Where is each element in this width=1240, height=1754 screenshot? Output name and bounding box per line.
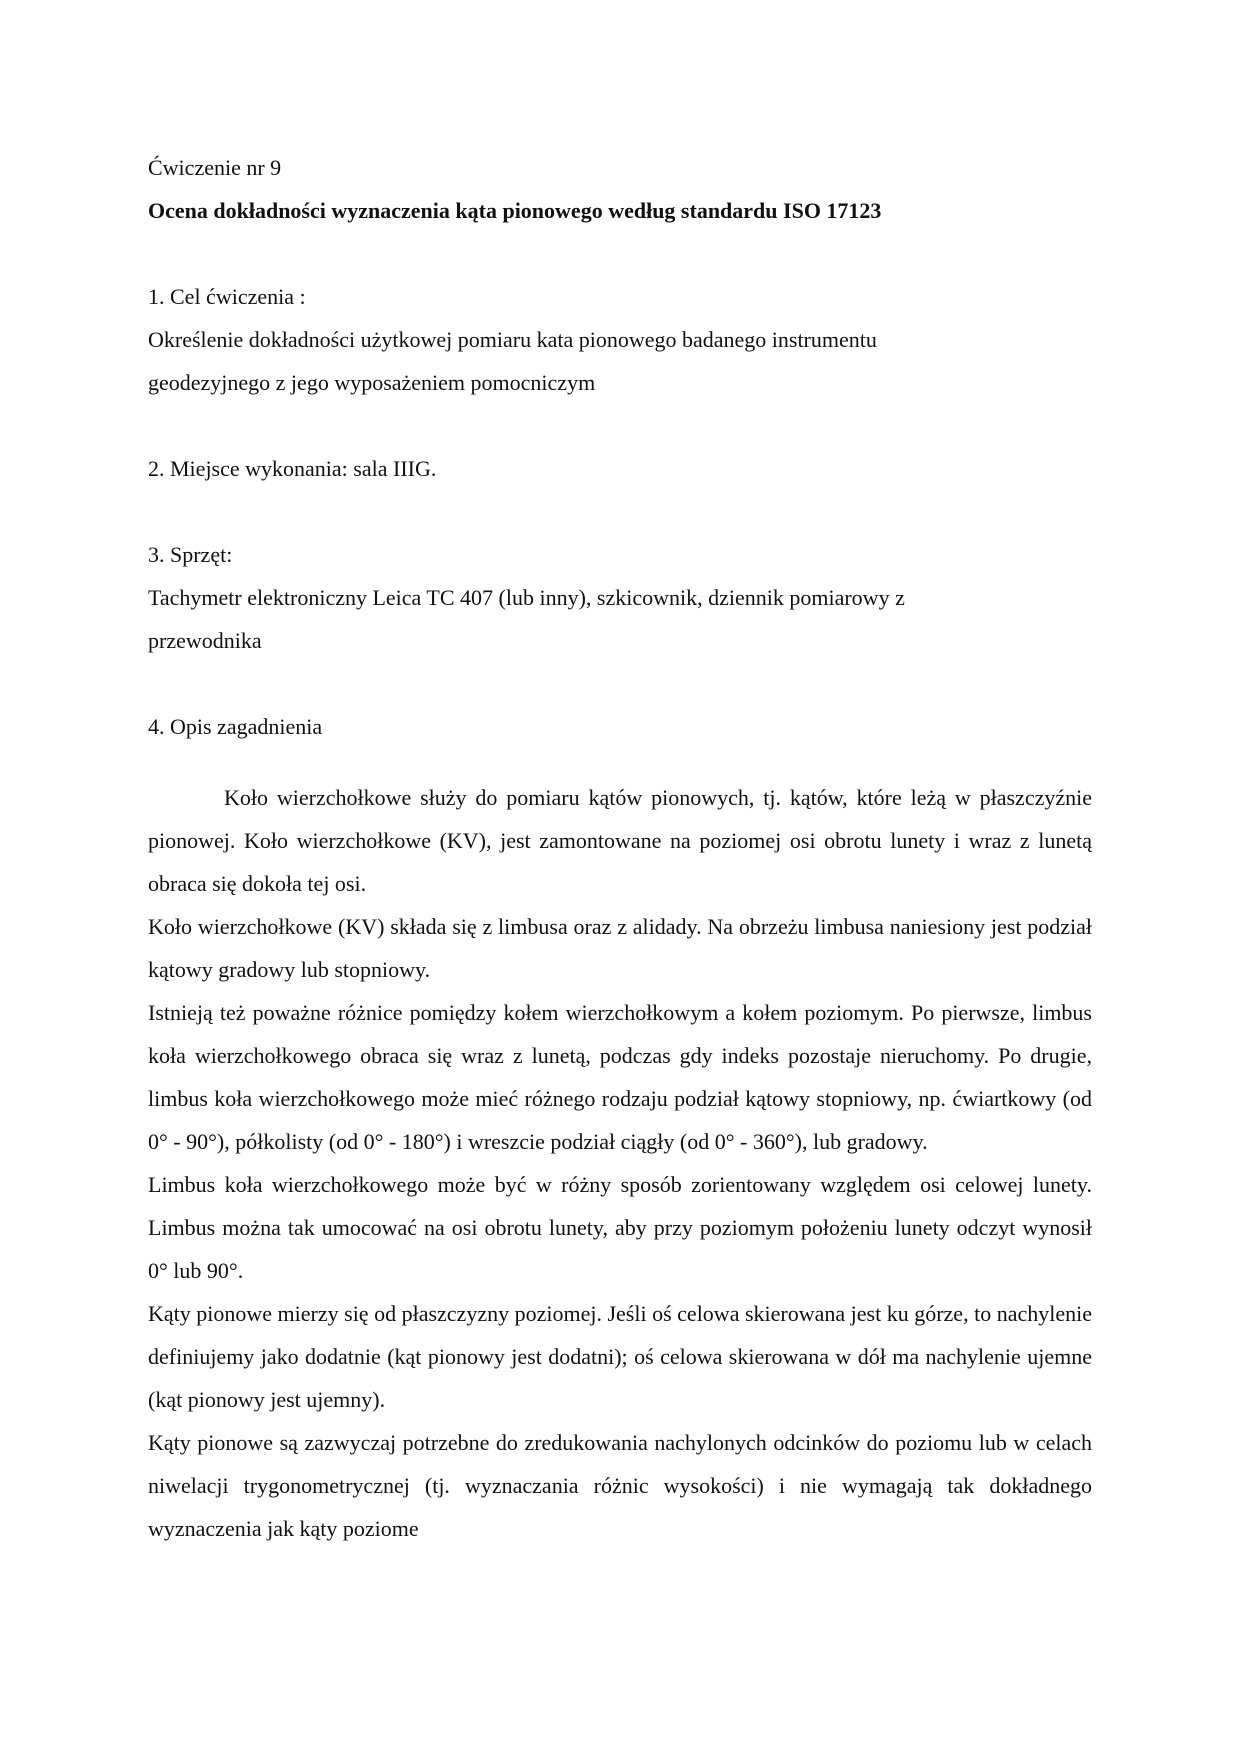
spacer	[148, 662, 1092, 705]
paragraph: Kąty pionowe są zazwyczaj potrzebne do zredukowania nachylonych odcinków do poziomu lub w celach niwelacji trygonometrycznej (tj. wyznaczania różnic wysokości) i nie wymagają tak dokładnego wyznaczenia jak kąty poziome	[148, 1430, 1092, 1541]
spacer	[148, 404, 1092, 447]
section-3-text-line-2: przewodnika	[148, 628, 262, 653]
section-1-text-line-2: geodezyjnego z jego wyposażeniem pomocniczym	[148, 370, 596, 395]
paragraph: Kąty pionowe mierzy się od płaszczyzny poziomej. Jeśli oś celowa skierowana jest ku górze, to nachylenie definiujemy jako dodatnie (kąt pionowy jest dodatni); oś celowa skierowana w dół ma nachylenie ujemne (kąt pionowy jest ujemny).	[148, 1301, 1092, 1412]
document-title: Ocena dokładności wyznaczenia kąta pionowego według standardu ISO 17123	[148, 198, 882, 223]
section-4-heading: 4. Opis zagadnienia	[148, 714, 323, 739]
document-page	[148, 146, 1092, 1550]
paragraph: Istnieją też poważne różnice pomiędzy kołem wierzchołkowym a kołem poziomym. Po pierwsze, limbus koła wierzchołkowego obraca się wraz z lunetą, podczas gdy indeks pozostaje nieruchomy. Po drugie, limbus koła wierzchołkowego może mieć różnego rodzaju podział kątowy stopniowy, np. ćwiartkowy (od 0° - 90°), półkolisty (od 0° - 180°) i wreszcie podział ciągły (od 0° - 360°), lub gradowy.	[148, 1000, 1092, 1154]
section-1-heading: 1. Cel ćwiczenia :	[148, 284, 306, 309]
paragraph: Koło wierzchołkowe (KV) składa się z limbusa oraz z alidady. Na obrzeżu limbusa naniesiony jest podział kątowy gradowy lub stopniowy.	[148, 914, 1092, 982]
spacer	[148, 490, 1092, 533]
spacer	[148, 232, 1092, 275]
exercise-label: Ćwiczenie nr 9	[148, 155, 282, 180]
paragraph: Koło wierzchołkowe służy do pomiaru kątów pionowych, tj. kątów, które leżą w płaszczyźnie pionowej. Koło wierzchołkowe (KV), jest zamontowane na poziomej osi obrotu lunety i wraz z lunetą obraca się dokoła tej osi.	[148, 785, 1092, 896]
paragraph: Limbus koła wierzchołkowego może być w różny sposób zorientowany względem osi celowej lunety. Limbus można tak umocować na osi obrotu lunety, aby przy poziomym położeniu lunety odczyt wynosił 0° lub 90°.	[148, 1172, 1092, 1283]
section-3-heading: 3. Sprzęt:	[148, 542, 233, 567]
section-3-text-line-1: Tachymetr elektroniczny Leica TC 407 (lub inny), szkicownik, dziennik pomiarowy z	[148, 585, 905, 610]
section-2-heading: 2. Miejsce wykonania: sala IIIG.	[148, 456, 437, 481]
section-1-text-line-1: Określenie dokładności użytkowej pomiaru kata pionowego badanego instrumentu	[148, 327, 877, 352]
